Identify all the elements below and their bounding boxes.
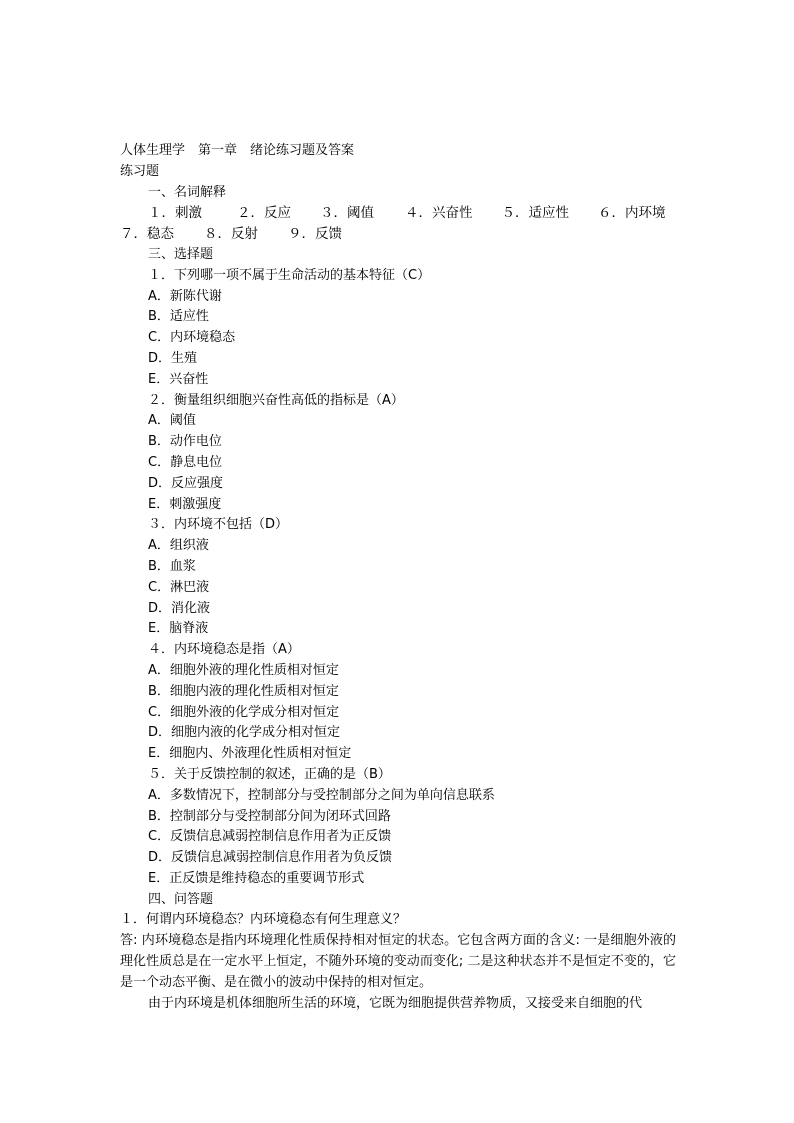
option-d: D．反应强度	[148, 475, 224, 491]
document-page	[120, 141, 676, 1014]
term-item: ７．稳态	[120, 226, 174, 243]
section-heading-choice: 三、选择题	[148, 246, 214, 262]
option-e: E．正反馈是维持稳态的重要调节形式	[148, 870, 365, 886]
question-text: ５．关于反馈控制的叙述，正确的是（B）	[148, 766, 391, 782]
option-b: B．适应性	[148, 309, 209, 325]
question-text: ３．内环境不包括（D）	[148, 517, 289, 533]
term-item: ５．适应性	[501, 205, 569, 222]
term-item: ６．内环境	[598, 205, 666, 222]
question-block	[120, 640, 676, 765]
section-heading-terms: 一、名词解释	[148, 184, 227, 200]
option-a: A．多数情况下，控制部分与受控制部分之间为单向信息联系	[148, 787, 495, 803]
question-text: １．下列哪一项不属于生命活动的基本特征（C）	[148, 267, 431, 283]
qa-answer-paragraph: 答: 内环境稳态是指内环境理化性质保持相对恒定的状态。它包含两方面的含义: 一是细胞外液的理化性质总是在一定水平上恒定，不随外环境的变动而变化; 二是这种状态并不是恒定不变的，它是一个动态平衡、是在微小的波动中保持的相对恒定。	[120, 933, 676, 990]
option-d: D．消化液	[148, 600, 211, 616]
option-e: E．脑脊液	[148, 621, 209, 637]
option-a: A．阈值	[148, 413, 196, 429]
terms-line-2	[120, 224, 676, 245]
term-item: ８．反射	[204, 226, 258, 243]
question-block	[120, 391, 676, 516]
option-b: B．动作电位	[148, 434, 222, 450]
option-d: D．细胞内液的化学成分相对恒定	[148, 725, 341, 741]
option-e: E．刺激强度	[148, 496, 222, 512]
question-block	[120, 515, 676, 640]
option-a: A．新陈代谢	[148, 288, 222, 304]
option-c: C．内环境稳态	[148, 330, 236, 346]
option-c: C．淋巴液	[148, 579, 210, 595]
term-item: ４．兴奋性	[405, 205, 473, 222]
option-b: B．血浆	[148, 558, 196, 574]
option-b: B．控制部分与受控制部分间为闭环式回路	[148, 808, 391, 824]
option-c: C．静息电位	[148, 454, 223, 470]
doc-subtitle: 练习题	[120, 163, 160, 179]
question-text: ２．衡量组织细胞兴奋性高低的指标是（A）	[148, 392, 404, 408]
term-item: ２．反应	[237, 205, 291, 222]
section-heading-qa: 四、问答题	[148, 891, 214, 907]
question-block	[120, 266, 676, 391]
option-d: D．反馈信息减弱控制信息作用者为负反馈	[148, 850, 393, 866]
option-a: A．细胞外液的理化性质相对恒定	[148, 662, 339, 678]
option-c: C．反馈信息减弱控制信息作用者为正反馈	[148, 829, 392, 845]
option-c: C．细胞外液的化学成分相对恒定	[148, 704, 340, 720]
qa-question: １．何谓内环境稳态？内环境稳态有何生理意义？	[120, 912, 407, 928]
option-b: B．细胞内液的理化性质相对恒定	[148, 683, 339, 699]
option-d: D．生殖	[148, 350, 198, 366]
question-text: ４．内环境稳态是指（A）	[148, 642, 300, 658]
terms-line-1	[120, 203, 676, 224]
question-block	[120, 765, 676, 890]
doc-title: 人体生理学 第一章 绪论练习题及答案	[120, 143, 355, 158]
option-e: E．兴奋性	[148, 371, 209, 387]
option-a: A．组织液	[148, 538, 209, 554]
term-item: ３．阈值	[320, 205, 374, 222]
option-e: E．细胞内、外液理化性质相对恒定	[148, 746, 352, 762]
qa-answer-paragraph-2: 由于内环境是机体细胞所生活的环境，它既为细胞提供营养物质，又接受来自细胞的代	[148, 995, 643, 1011]
term-item: ９．反馈	[288, 226, 342, 243]
term-item: １．刺激	[148, 205, 202, 222]
